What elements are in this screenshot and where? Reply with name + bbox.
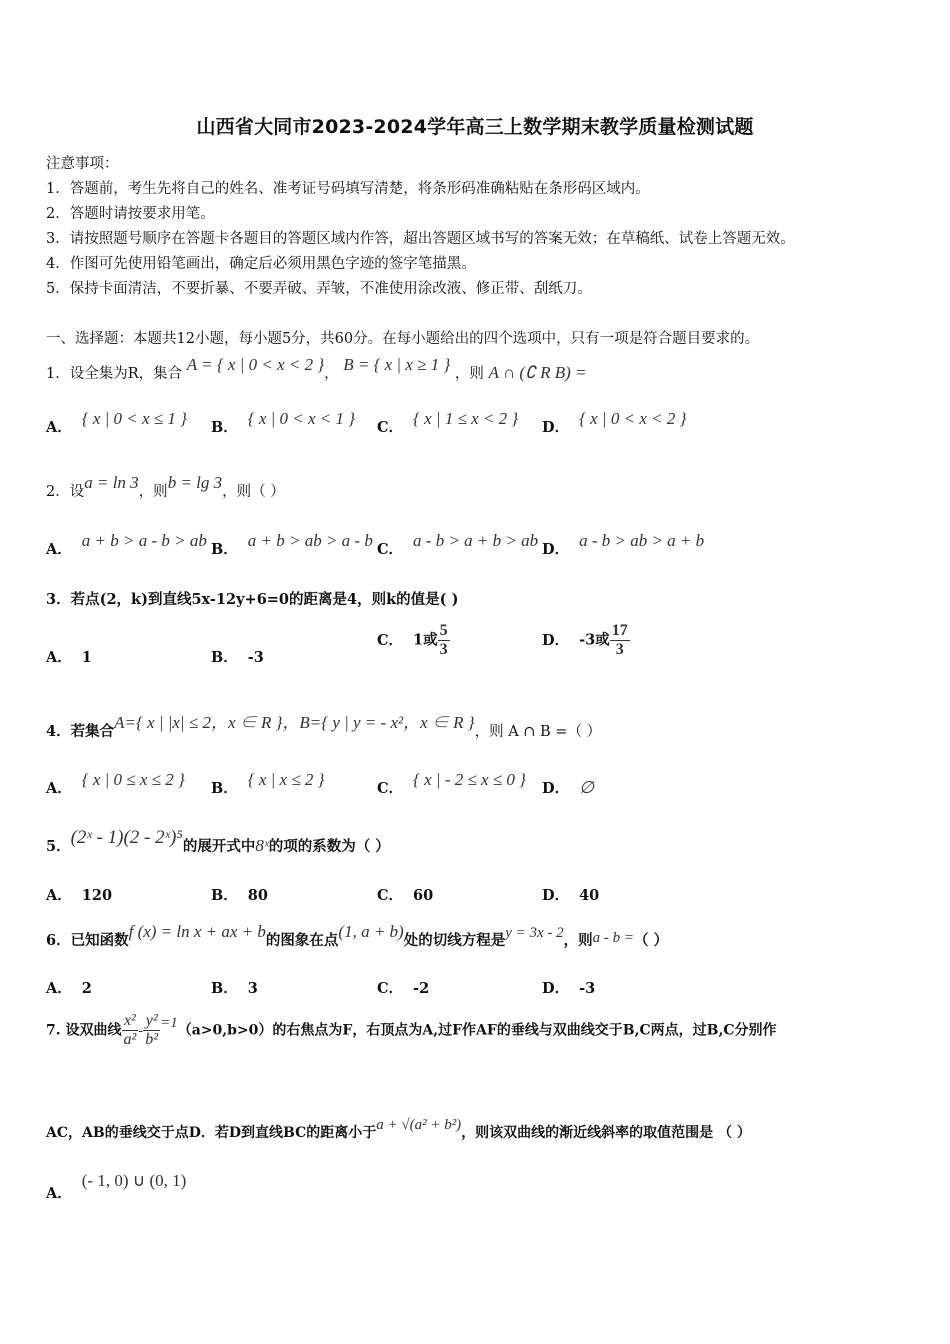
q5-option-d[interactable]: [542, 884, 599, 905]
question-7-cont: [46, 1117, 751, 1142]
q6-function: f (x) = ln x + ax + b: [128, 922, 266, 941]
option-label: A．: [46, 780, 72, 797]
numerator: x²: [122, 1012, 139, 1031]
q6-option-c[interactable]: [377, 977, 429, 998]
q1-ask-prefix: ，则: [454, 366, 484, 382]
option-text: 3: [247, 980, 258, 997]
option-math: a - b > a + b > ab: [413, 531, 539, 550]
option-text: 40: [579, 887, 600, 904]
option-label: D．: [542, 980, 570, 997]
option-math: { x | 0 < x < 1 }: [247, 409, 356, 428]
option-math: a + b > a - b > ab: [81, 531, 207, 550]
q1-set-b: B = { x | x ≥ 1 }: [343, 355, 451, 374]
notice-item-4: 4．作图可先使用铅笔画出，确定后必须用黑色字迹的签字笔描黑。: [46, 256, 476, 272]
denominator: 3: [439, 641, 448, 658]
option-label: D．: [542, 780, 570, 797]
q2-mid: ，则: [138, 484, 168, 500]
q1-option-d[interactable]: [542, 409, 687, 437]
q6-stem: 6．已知函数: [46, 932, 129, 949]
question-1: 1．设全集为R，集合 A = { x | 0 < x < 2 }， B = { x | x ≥ 1 } ，则 A ∩ (∁ R B) =: [46, 355, 587, 382]
q1-set-a: A = { x | 0 < x < 2 }: [186, 355, 325, 374]
option-label: B．: [211, 419, 238, 436]
q1-option-b[interactable]: [211, 409, 356, 437]
notice-item-1: 1．答题前，考生先将自己的姓名、准考证号码填写清楚，将条形码准确粘贴在条形码区域内。: [46, 181, 650, 197]
q2-option-d[interactable]: [542, 531, 705, 559]
notice-item-5: 5．保持卡面清洁，不要折暴、不要弄破、弄皱，不准使用涂改液、修正带、刮纸刀。: [46, 281, 592, 297]
q7-text-3: ，则该双曲线的渐近线斜率的取值范围是 （ ）: [461, 1125, 751, 1141]
q4-stem: 4．若集合: [46, 723, 115, 740]
q5-ask: 的项的系数为（ ）: [268, 838, 390, 855]
q5-option-c[interactable]: [377, 884, 433, 905]
option-math: { x | 1 ≤ x < 2 }: [413, 409, 519, 428]
q1-option-a[interactable]: [46, 409, 187, 437]
fraction: [610, 622, 630, 659]
numerator: 5: [439, 622, 448, 639]
option-math: { x | 0 < x < 2 }: [579, 409, 687, 428]
q3-option-d[interactable]: [542, 622, 630, 659]
page-title: 山西省大同市2023-2024学年高三上数学期末教学质量检测试题: [196, 116, 754, 138]
option-math: ∅: [579, 778, 594, 797]
option-text: 120: [81, 887, 113, 904]
option-math: { x | - 2 ≤ x ≤ 0 }: [413, 770, 526, 789]
notice-heading: 注意事项：: [46, 156, 119, 172]
q5-mid: 的展开式中: [182, 838, 256, 855]
option-text: -2: [413, 980, 430, 997]
option-label: A．: [46, 887, 72, 904]
option-label: D．: [542, 419, 570, 436]
equals-one: =1: [160, 1014, 178, 1031]
hyperbola-x-term: [122, 1012, 139, 1049]
option-math: { x | 0 < x ≤ 1 }: [81, 409, 187, 428]
option-text: -3: [579, 980, 596, 997]
q5-option-b[interactable]: [211, 884, 268, 905]
option-label: B．: [211, 780, 238, 797]
option-math: { x | x ≤ 2 }: [247, 770, 325, 789]
q2-b-def: b = lg 3: [167, 473, 223, 492]
denominator: a²: [123, 1031, 137, 1048]
option-label: B．: [211, 541, 238, 558]
option-label: D．: [542, 631, 570, 649]
q3-option-c[interactable]: [377, 622, 450, 659]
option-label: D．: [542, 887, 570, 904]
q4-set-b: ，B={ y | y = - x²，x ∈ R }: [282, 713, 475, 732]
q7-distance: a + √(a² + b²): [376, 1117, 462, 1133]
question-6: [46, 922, 669, 950]
q5-stem: 5．: [46, 838, 71, 855]
option-label: C．: [377, 419, 404, 436]
question-7: [46, 1012, 777, 1049]
q6-tangent: y = 3x - 2: [505, 925, 564, 941]
option-label: D．: [542, 541, 570, 558]
option-label: C．: [377, 780, 404, 797]
q2-ask: ，则（ ）: [222, 484, 285, 500]
q6-option-d[interactable]: [542, 977, 595, 998]
option-label: A．: [46, 1185, 72, 1202]
minus-sign: -: [138, 1022, 144, 1039]
option-label: C．: [377, 541, 404, 558]
option-math: a - b > ab > a + b: [579, 531, 705, 550]
q6-expression: a - b =: [592, 930, 635, 946]
q2-a-def: a = ln 3: [84, 473, 139, 492]
question-5: [46, 827, 390, 857]
q2-option-a[interactable]: [46, 531, 207, 559]
question-4: [46, 713, 602, 741]
q2-option-b[interactable]: [211, 531, 373, 559]
q6-mid3: ，则: [563, 932, 593, 949]
question-3: 3．若点(2，k)到直线5x-12y+6=0的距离是4，则k的值是( ): [46, 591, 459, 608]
option-text: 1或: [413, 631, 438, 649]
q4-option-d[interactable]: [542, 777, 594, 798]
q6-ask: （ ）: [634, 932, 669, 949]
option-label: C．: [377, 887, 404, 904]
option-label: C．: [377, 631, 404, 649]
q5-expression: (2ˣ - 1)(2 - 2ˣ)⁵: [70, 827, 183, 848]
q7-text-2: AC，AB的垂线交于点D．若D到直线BC的距离小于: [46, 1125, 377, 1141]
section-heading: 一、选择题：本题共12小题，每小题5分，共60分。在每小题给出的四个选项中，只有一项是符合题目要求的。: [46, 331, 760, 347]
q1-ask: A ∩ (∁ R B) =: [488, 363, 587, 382]
q2-option-c[interactable]: [377, 531, 539, 559]
option-math: (- 1, 0) ∪ (0, 1): [81, 1171, 187, 1190]
q4-option-c[interactable]: [377, 770, 526, 798]
numerator: y²: [143, 1012, 160, 1031]
q7-text-1: （a>0,b>0）的右焦点为F，右顶点为A,过F作AF的垂线与双曲线交于B,C两点，过B,C分别作: [177, 1022, 777, 1039]
option-label: A．: [46, 419, 72, 436]
q5-term: 8ˣ: [255, 836, 269, 855]
hyperbola-y-term: [143, 1012, 160, 1049]
fraction: [438, 622, 450, 659]
q1-option-c[interactable]: [377, 409, 519, 437]
q6-option-b[interactable]: [211, 977, 258, 998]
numerator: 17: [611, 622, 628, 639]
option-text: -3或: [579, 631, 610, 649]
option-label: C．: [377, 980, 404, 997]
option-math: { x | 0 ≤ x ≤ 2 }: [81, 770, 185, 789]
notice-item-3: 3．请按照题号顺序在答题卡各题目的答题区域内作答，超出答题区域书写的答案无效；在草稿纸、试卷上答题无效。: [46, 231, 795, 247]
q4-set-a: A={ x | |x| ≤ 2，x ∈ R }: [114, 713, 283, 732]
q3-option-b[interactable]: [211, 646, 264, 667]
q4-option-b[interactable]: [211, 770, 325, 798]
q4-ask: ，则 A ∩ B =（ ）: [474, 724, 602, 740]
denominator: 3: [615, 641, 624, 658]
option-label: A．: [46, 980, 72, 997]
q6-point: (1, a + b): [338, 922, 404, 941]
option-text: -3: [247, 649, 264, 666]
notice-item-2: 2．答题时请按要求用笔。: [46, 206, 215, 222]
q4-option-a[interactable]: [46, 770, 185, 798]
q7-stem: 7. 设双曲线: [46, 1022, 122, 1039]
option-label: B．: [211, 980, 238, 997]
q7-option-a[interactable]: [46, 1171, 187, 1203]
q2-stem: 2．设: [46, 484, 85, 500]
q5-option-a[interactable]: [46, 884, 112, 905]
option-label: A．: [46, 649, 72, 666]
option-label: A．: [46, 541, 72, 558]
q6-mid: 的图象在点: [265, 932, 339, 949]
q6-option-a[interactable]: [46, 977, 92, 998]
option-label: B．: [211, 887, 238, 904]
option-text: 2: [81, 980, 92, 997]
q1-stem: 1．设全集为R，集合: [46, 366, 183, 382]
option-text: 80: [247, 887, 268, 904]
option-text: 60: [413, 887, 434, 904]
denominator: b²: [145, 1031, 159, 1048]
q6-mid2: 处的切线方程是: [403, 932, 506, 949]
option-math: a + b > ab > a - b: [247, 531, 373, 550]
option-label: B．: [211, 649, 238, 666]
q3-option-a[interactable]: [46, 646, 92, 667]
question-2: [46, 473, 285, 501]
option-text: 1: [81, 649, 92, 666]
